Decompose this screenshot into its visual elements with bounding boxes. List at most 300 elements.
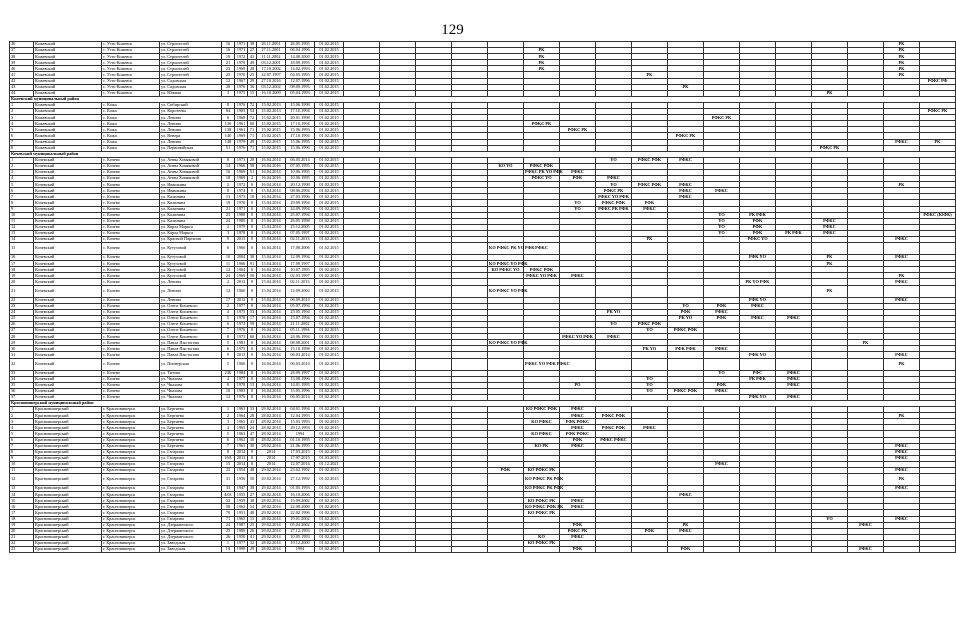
table-cell: 15.02.2015 [257, 127, 286, 133]
table-cell: 1975 [235, 309, 248, 315]
table-cell: ул. Южная [160, 90, 222, 96]
work-mark-cell [848, 358, 884, 370]
work-mark-cell: PФKC [884, 449, 920, 455]
work-mark-cell: PK PФK [740, 376, 776, 382]
work-mark-cell: PФKC [560, 407, 596, 413]
table-cell: Красновишерский [34, 413, 102, 419]
table-cell: 58 [248, 163, 257, 169]
work-mark-cell: PФKC [596, 334, 632, 340]
table-cell: 01.02.2015 [315, 261, 344, 267]
table-cell: 29.02.2014 [257, 522, 286, 528]
table-cell: 05.04.1993 [286, 90, 315, 96]
work-mark-cell: YO [704, 224, 740, 230]
table-cell: 15.04.2014 [257, 255, 286, 261]
work-mark-cell: PФKC [632, 206, 668, 212]
table-cell: 26.11.2001 [257, 42, 286, 48]
work-mark-cell: PФKC PK PФK [596, 206, 632, 212]
table-cell: 07.05.1995 [286, 163, 315, 169]
table-cell: 19 [222, 200, 235, 206]
table-cell: Кожевский [34, 109, 102, 115]
work-mark-cell: PФKC YO PФK [560, 334, 596, 340]
table-cell: 01.02.2015 [315, 109, 344, 115]
table-cell: с. Кочево [102, 358, 160, 370]
row-number-cell: 5 [10, 431, 34, 437]
table-cell: 29.12.1993 [286, 425, 315, 431]
table-cell: ул. Калинина [160, 194, 222, 200]
row-number-cell: 6 [10, 437, 34, 443]
table-cell: Красновишерский [34, 443, 102, 449]
work-mark-cell: PK [884, 182, 920, 188]
table-cell: 2014 [257, 461, 286, 467]
work-mark-cell: PФKC PФK [596, 425, 632, 431]
table-cell: 15.06.1993 [286, 127, 315, 133]
row-number-cell: 32 [10, 358, 34, 370]
work-mark-cell: PФKC YO [524, 176, 560, 182]
table-cell: 1973 [235, 157, 248, 163]
table-cell: 01.02.2015 [315, 522, 344, 528]
table-cell: 01.02.2015 [315, 279, 344, 285]
work-mark-cell [848, 474, 884, 486]
table-cell: 08.08.2001 [286, 340, 315, 346]
work-mark-cell: PФKC [776, 315, 812, 321]
row-number-cell: 15 [10, 498, 34, 504]
table-cell: 60 [248, 334, 257, 340]
table-cell: 0 [248, 297, 257, 303]
table-cell: 08.09.1993 [286, 84, 315, 90]
work-mark-cell: PФKC PK [596, 188, 632, 194]
row-number-cell: 3 [10, 115, 34, 121]
table-cell: 1978 [235, 230, 248, 236]
table-cell: Красновишерский [34, 461, 102, 467]
work-mark-cell [740, 474, 776, 486]
table-cell: Кочевский [34, 200, 102, 206]
table-cell: 72 [248, 102, 257, 108]
table-cell: 1963 [235, 407, 248, 413]
table-cell: 01.02.2015 [315, 358, 344, 370]
work-mark-cell: PФKC [560, 498, 596, 504]
table-cell: Кочевский [34, 163, 102, 169]
table-cell: Кочевский [34, 212, 102, 218]
work-mark-cell: PФKC PK [560, 127, 596, 133]
table-cell: 9 [248, 188, 257, 194]
table-cell: ул. Анны Хомяковой [160, 176, 222, 182]
work-mark-cell: PФKC PФK [668, 328, 704, 334]
table-cell: 38 [248, 255, 257, 261]
table-cell: 0 [248, 461, 257, 467]
table-cell: ул. Олеги Кошевого [160, 303, 222, 309]
work-mark-cell: PФKC [740, 303, 776, 309]
row-number-cell: 28 [10, 334, 34, 340]
table-cell: 15.04.2014 [257, 212, 286, 218]
table-cell: ул. Кутузовой [160, 243, 222, 255]
table-cell: с. Кожа [102, 102, 160, 108]
table-cell: г. Красновишерск [102, 419, 160, 425]
table-cell: 01.02.2015 [315, 443, 344, 449]
table-cell: 15.10.1998 [286, 346, 315, 352]
table-cell: 01.02.2015 [315, 157, 344, 163]
work-mark-cell [704, 474, 740, 486]
table-cell: 08.06.2994 [286, 188, 315, 194]
table-cell: 12.07.1996 [286, 78, 315, 84]
table-cell: 01.02.2015 [315, 437, 344, 443]
table-cell: Кочевский [34, 328, 102, 334]
table-cell: 15 [222, 461, 235, 467]
table-cell: 1973 [235, 334, 248, 340]
table-cell: 1965 [235, 425, 248, 431]
table-cell: 05.04.2002 [286, 522, 315, 528]
table-cell: 15.05.1996 [286, 388, 315, 394]
table-cell: 16.04.2014 [257, 370, 286, 376]
section-title: Кочевский муниципальный район [10, 151, 956, 157]
table-cell: 1990 [235, 547, 248, 553]
table-cell: 1994 [286, 431, 315, 437]
row-number-cell: 17 [10, 261, 34, 267]
table-cell: ул. Чкалова [160, 394, 222, 400]
table-cell: 6 [222, 346, 235, 352]
table-cell: ул. Пионерская [160, 358, 222, 370]
table-cell: 1973 [235, 194, 248, 200]
table-cell: 1974 [235, 321, 248, 327]
table-cell: 16.04.2014 [257, 157, 286, 163]
work-mark-cell: PФKC [776, 376, 812, 382]
table-cell: 01.02.2015 [315, 534, 344, 540]
table-cell: 54 [248, 504, 257, 510]
table-cell: 1979 [235, 139, 248, 145]
table-cell: 15.02.2015 [257, 121, 286, 127]
table-cell: 01.02.2015 [315, 285, 344, 297]
table-cell: 2 [222, 413, 235, 419]
table-cell: 17.09.1997 [286, 261, 315, 267]
table-cell: г. Красновишерск [102, 449, 160, 455]
work-mark-cell [632, 547, 668, 553]
table-cell: ул. Гагарина [160, 474, 222, 486]
table-cell: 24.06.1994 [286, 334, 315, 340]
table-cell: с. Кочево [102, 255, 160, 261]
table-cell: 01.02.2015 [315, 340, 344, 346]
table-cell: 2013 [235, 352, 248, 358]
table-cell: с. Кочево [102, 303, 160, 309]
table-cell: 01.02.2015 [315, 528, 344, 534]
table-cell: 13 [222, 194, 235, 200]
work-mark-cell: PФKC [668, 157, 704, 163]
table-cell: 71 [248, 145, 257, 151]
table-cell: с. Кочево [102, 394, 160, 400]
table-cell: 16.04.2014 [257, 388, 286, 394]
table-cell: ул. Первомайская [160, 145, 222, 151]
work-mark-cell: PФKC [560, 425, 596, 431]
work-mark-cell: PO [560, 382, 596, 388]
table-cell: 23.02.1992 [286, 468, 315, 474]
table-cell: 01.05.1993 [286, 486, 315, 492]
table-cell: 3 [222, 419, 235, 425]
table-cell: Кожевский [34, 84, 102, 90]
work-mark-cell: PK [884, 72, 920, 78]
work-mark-cell: KO PФKC PK YO PФK [488, 243, 524, 255]
table-cell: ул. Чкалова [160, 382, 222, 388]
table-cell: 14.08.2000 [286, 54, 315, 60]
table-cell: 15.06.1996 [286, 145, 315, 151]
table-cell: 25 [222, 528, 235, 534]
table-cell: Кочевский [34, 279, 102, 285]
table-cell: Кочевский [34, 243, 102, 255]
table-cell: Кочевский [34, 346, 102, 352]
table-cell: 29.02.2014 [257, 534, 286, 540]
table-cell: 01.02.2015 [315, 297, 344, 303]
table-cell: 15.04.2014 [257, 285, 286, 297]
work-mark-cell: PФK [668, 309, 704, 315]
work-mark-cell: PФKC [704, 461, 740, 467]
table-cell: с. Кочево [102, 182, 160, 188]
table-cell: 16.04.2014 [257, 267, 286, 273]
work-mark-cell: PФKC [668, 188, 704, 194]
table-cell: 5 [222, 431, 235, 437]
table-cell: 38 [248, 486, 257, 492]
table-cell: 3 [222, 90, 235, 96]
work-mark-cell: PФKC PK YO PФK [525, 169, 563, 175]
table-cell: г. Красновишерск [102, 540, 160, 546]
table-cell: 21 [222, 206, 235, 212]
work-mark-cell: PФKC [884, 443, 920, 449]
table-cell: 17.10.1994 [286, 109, 315, 115]
table-cell: Красновишерский [34, 431, 102, 437]
table-cell: Кочевский [34, 297, 102, 303]
work-mark-cell: PK [668, 84, 704, 90]
work-mark-cell: PФKC [668, 182, 704, 188]
table-cell: Красновишерский [34, 425, 102, 431]
table-cell: 2013 [235, 237, 248, 243]
table-cell: 27.03.1996 [286, 194, 315, 200]
table-cell: ул. Венера [160, 133, 222, 139]
table-cell: г. Красновишерск [102, 516, 160, 522]
table-cell: 03.12.2001 [257, 60, 286, 66]
table-cell: 01.02.2015 [315, 206, 344, 212]
table-cell: 28.02.2014 [257, 419, 286, 425]
table-cell: с. Кочево [102, 188, 160, 194]
table-row [10, 285, 956, 297]
table-cell: 1951 [235, 510, 248, 516]
table-cell: с. Кожа [102, 145, 160, 151]
work-mark-cell [344, 285, 380, 297]
work-mark-cell: PФKC [884, 297, 920, 303]
work-mark-cell [560, 474, 596, 486]
table-cell: ул. Гагарина [160, 486, 222, 492]
table-cell: 16.04.2014 [257, 352, 286, 358]
table-cell: с. Усть-Кожевск [102, 54, 160, 60]
row-number-cell: 42 [10, 78, 34, 84]
table-cell: 04.05.1995 [286, 72, 315, 78]
table-cell: 0 [248, 346, 257, 352]
table-cell: 16 [222, 48, 235, 54]
table-cell: 1966 [235, 243, 248, 255]
work-mark-cell: PФKC PФKC [596, 437, 632, 443]
table-cell: г. Красновишерск [102, 413, 160, 419]
row-number-cell: 13 [10, 486, 34, 492]
table-cell: 15.02.2015 [257, 139, 286, 145]
table-cell: 0 [248, 449, 257, 455]
table-cell: 29.02.2014 [257, 510, 286, 516]
table-cell: с. Усть-Кожевск [102, 84, 160, 90]
table-cell: ул. Заводская [160, 547, 222, 553]
table-cell: г. Красновишерск [102, 492, 160, 498]
table-cell: 0 [248, 370, 257, 376]
table-cell: 1978 [235, 315, 248, 321]
table-cell: Кочевский [34, 230, 102, 236]
table-cell: ул. Олеги Кошевого [160, 321, 222, 327]
row-number-cell: 7 [10, 194, 34, 200]
table-cell: 16.04.2014 [257, 182, 286, 188]
work-mark-cell: PФK [740, 218, 776, 224]
work-mark-cell: PФKC [884, 237, 920, 243]
table-cell: 1970 [235, 200, 248, 206]
table-cell: 48А [222, 492, 235, 498]
table-cell: 01.02.2015 [315, 218, 344, 224]
work-mark-cell: YO [632, 382, 668, 388]
table-cell: 17.10.1994 [286, 121, 315, 127]
table-cell: 12.04.1993 [286, 413, 315, 419]
table-cell: Красновишерский [34, 504, 102, 510]
table-cell: 29.09.1994 [286, 200, 315, 206]
table-cell: 41 [248, 534, 257, 540]
work-mark-cell: PФK YO [740, 297, 776, 303]
table-cell: 10.06.1995 [286, 169, 315, 175]
table-cell: 2004 [235, 255, 248, 261]
table-cell: 16.04.2014 [257, 194, 286, 200]
table-cell: 10 [222, 388, 235, 394]
work-mark-cell: PФK [488, 468, 524, 474]
table-cell: 6 [222, 321, 235, 327]
table-cell: 17.03.2015 [286, 449, 315, 455]
table-cell: 15.07.1994 [286, 315, 315, 321]
work-mark-cell: YO [704, 370, 740, 376]
table-cell: с. Кочево [102, 230, 160, 236]
row-number-cell: 2 [10, 413, 34, 419]
table-cell: 5 [222, 315, 235, 321]
work-mark-cell: PФK [632, 528, 668, 534]
work-mark-cell: PФKC [704, 188, 740, 194]
table-cell: с. Кочево [102, 315, 160, 321]
work-mark-cell: PФKC YO PФK PФKC [524, 358, 560, 370]
table-cell: 27.11.2001 [257, 48, 286, 54]
table-cell: с. Усть-Кожевск [102, 66, 160, 72]
table-cell: 27.10.2016 [257, 78, 286, 84]
table-cell: 15.04.2014 [257, 200, 286, 206]
table-cell: 12 [222, 267, 235, 273]
table-cell: 16.04.2014 [257, 273, 286, 279]
table-cell: ул. Кутузовой [160, 255, 222, 261]
table-cell: 01.02.2015 [315, 188, 344, 194]
work-mark-cell: PФKC [524, 243, 560, 255]
work-mark-cell: PK PФK [776, 230, 812, 236]
table-cell: ул. Бертиева [160, 425, 222, 431]
table-cell: 15.04.2014 [257, 188, 286, 194]
table-cell: 2 [222, 279, 235, 285]
table-cell: 27.12.1993 [286, 528, 315, 534]
work-mark-cell: YO [668, 303, 704, 309]
table-cell: 01.02.2015 [315, 176, 344, 182]
table-cell: Кожевский [34, 60, 102, 66]
table-cell: ул. Строителей [160, 66, 222, 72]
table-cell: Кожевский [34, 42, 102, 48]
row-number-cell: 15 [10, 243, 34, 255]
work-mark-cell: PK [632, 237, 668, 243]
work-mark-cell: YO [560, 206, 596, 212]
work-mark-cell [812, 358, 848, 370]
table-cell: Кожевский [34, 66, 102, 72]
work-mark-cell: YO [632, 388, 668, 394]
table-cell: 0 [248, 328, 257, 334]
row-number-cell: 16 [10, 255, 34, 261]
row-number-cell: 31 [10, 352, 34, 358]
work-mark-cell [344, 243, 380, 255]
table-cell: Кочевский [34, 188, 102, 194]
table-cell: Кожевский [34, 139, 102, 145]
table-cell: 01.02.2015 [315, 237, 344, 243]
work-mark-cell [740, 243, 776, 255]
work-mark-cell: PФKC [704, 388, 740, 394]
work-mark-cell: PФKC [704, 309, 740, 315]
row-number-cell: 1 [10, 407, 34, 413]
table-cell: 28.02.2014 [257, 547, 286, 553]
table-cell: 01.02.2015 [315, 163, 344, 169]
work-mark-cell [524, 547, 560, 553]
table-cell: с. Кочево [102, 273, 160, 279]
table-cell: 01.02.2015 [315, 328, 344, 334]
table-cell: 7 [222, 443, 235, 449]
table-cell: ул. Бертиева [160, 419, 222, 425]
work-mark-cell [344, 358, 380, 370]
table-cell: 29 [248, 547, 257, 553]
table-cell: с. Кожа [102, 115, 160, 121]
table-cell: 28 [248, 413, 257, 419]
work-mark-cell: KO PФKC PK [524, 498, 560, 504]
table-cell: 17.07.2015 [286, 455, 315, 461]
table-cell: с. Кочево [102, 328, 160, 334]
table-cell: 2014 [235, 449, 248, 455]
table-cell: Красновишерский [34, 486, 102, 492]
table-cell: 1987 [235, 522, 248, 528]
work-mark-cell: PФKC YO [740, 237, 776, 243]
table-cell: 1963 [235, 443, 248, 449]
table-cell: с. Кочево [102, 261, 160, 267]
work-mark-cell [884, 285, 920, 297]
table-cell: 1976 [235, 145, 248, 151]
table-cell: 01.02.2015 [315, 169, 344, 175]
work-mark-cell: PФKC [776, 394, 812, 400]
table-cell: г. Красновишерск [102, 528, 160, 534]
table-cell: 54 [248, 109, 257, 115]
table-cell: Кожевский [34, 90, 102, 96]
table-cell: Кочевский [34, 370, 102, 376]
work-mark-cell: PФK PФK [668, 346, 704, 352]
table-cell: 0 [248, 230, 257, 236]
work-mark-cell: PK YO PФK [740, 279, 776, 285]
work-mark-cell: PФK YO [740, 394, 776, 400]
work-mark-cell: PФKC YO PФK [524, 273, 560, 279]
table-cell: 01.02.2015 [315, 547, 344, 553]
table-cell: с. Кожа [102, 109, 160, 115]
table-cell: 2014 [257, 455, 286, 461]
table-cell: 0 [248, 212, 257, 218]
table-cell: 1972 [235, 182, 248, 188]
table-cell: 1966 [235, 261, 248, 267]
work-mark-cell: PФKC [884, 279, 920, 285]
work-mark-cell: PФKC [560, 504, 596, 510]
work-mark-cell [920, 474, 956, 486]
row-number-cell: 18 [10, 516, 34, 522]
table-cell: с. Кожа [102, 121, 160, 127]
table-cell: 2012 [235, 279, 248, 285]
table-cell: 05.11.1994 [286, 328, 315, 334]
